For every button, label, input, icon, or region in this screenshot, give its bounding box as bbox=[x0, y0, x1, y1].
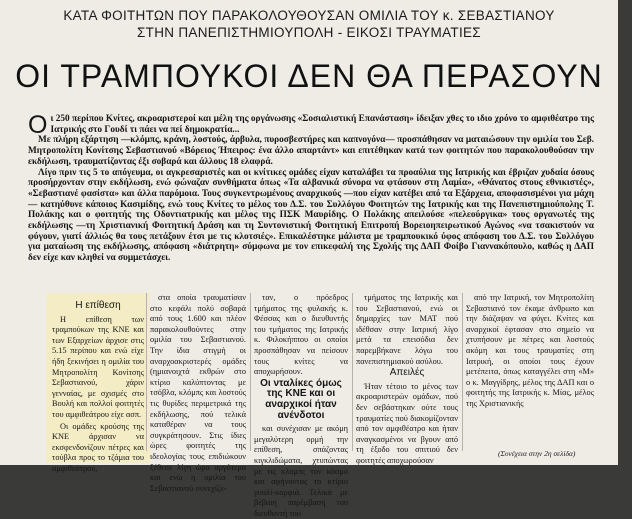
column-1-heading: Η επίθεση bbox=[75, 300, 121, 311]
column-3 bbox=[254, 293, 348, 518]
headline: ΟΙ ΤΡΑΜΠΟΥΚΟΙ ΔΕΝ ΘΑ ΠΕΡΑΣΟΥΝ bbox=[15, 58, 603, 94]
column-divider bbox=[352, 293, 353, 451]
column-4-paragraph-2: Ήταν τέτοιο το μένος των ακροαριστερών ομάδων, πού δεν σεβάστηκαν ούτε τους τραυματίες πού διακομίζονταν από τον αμφιθέατρο και ήταν αναγκασμένοι να βγουν από τη έξοδο του σπιτιού δεν φοιτητές αποχωρούσαν bbox=[356, 381, 458, 465]
column-1-paragraph-1: Η επίθεση των τραμπούκων της ΚΝΕ και των Εξαρχείων άρχισε στις 5.15 περίπου και ενώ είχε ήδη ξεκινήσει η ομιλία του Μητροπολίτη Κονίτσης Σεβαστιανού, χάριν γενναίας, με σχισμές στο Βουλή και πολλοί φοιτητές του αμφιθεάτρου είχε ασπ. bbox=[52, 314, 144, 419]
column-4-paragraph-1: τμήματος της Ιατρικής και του Σεβαστιανού, ενώ οι δημαρχίες των ΜΑΤ πού ιδέθσαν στην Ιατρική λίγο μετά τα επεισόδια δεν παρεμβήκανε λόγω του πανεπιστημιακού ασύλου. bbox=[356, 293, 458, 366]
column-3-subheading bbox=[254, 379, 348, 421]
column-2 bbox=[150, 293, 246, 493]
lead-paragraph-2 bbox=[28, 135, 594, 167]
column-divider bbox=[250, 293, 251, 451]
column-1-paragraph-2: Οι ομάδες κρούσης της ΚΝΕ άρχισαν να εκσφενδονίζουν πέτρες και τούβλα προς το τζάμια του αμφιθεάτρου, bbox=[52, 421, 144, 473]
column-3-paragraph-2: και συνέχισαν με ακόμη μεγαλύτερη ορμή την επίθεση, σπάζοντας κιγκλιδώματα, χτυπώντας με τις κλομπς τον κόσμο και αφήνοντας το κτίριο γυαλί-καρφιά. Τελικά με βέβαιη παρέμβαση του διευθυντή του bbox=[254, 424, 348, 518]
column-4 bbox=[356, 293, 458, 465]
column-5 bbox=[466, 293, 594, 455]
lead-paragraph-3 bbox=[28, 168, 594, 264]
kicker-line-1: ΚΑΤΑ ΦΟΙΤΗΤΩΝ ΠΟΥ ΠΑΡΑΚΟΛΟΥΘΟΥΣΑΝ ΟΜΙΛΙΑ ΤΟΥ κ. ΣΕΒΑΣΤΙΑΝΟΥ bbox=[63, 8, 555, 23]
lead-text-1: ι 250 περίπου Κνίτες, ακροαριστεροί και μέλη της οργάνωσης «Σοσιαλιστική Επανάσταση» ίδειξαν χθες το ιδιο χρόνο το αμφιθέατρο της Ιατρικής στο Γουδί τι πάει να πεί δημοκρατία... bbox=[50, 114, 594, 135]
kicker-line-2: ΣΤΗΝ ΠΑΝΕΠΙΣΤΗΜΙΟΥΠΟΛΗ - ΕΙΚΟΣΙ ΤΡΑΥΜΑΤΙΕΣ bbox=[137, 25, 481, 40]
lead-paragraphs bbox=[28, 111, 594, 294]
column-divider bbox=[146, 293, 147, 451]
column-3-paragraph-1: ταν, ο πρόεδρος τμήματος της φυλακής κ. Φέσσας και ο διευθυντής του τμήματος της Ιατρικής κ. Φιλοκήππου οι οποίοι προσπάθησαν να πείσουν τους κνίτες να αποχωρήσουν. bbox=[254, 293, 348, 377]
column-divider bbox=[462, 293, 463, 451]
column-3-subheading-text: Οι νταλίκες όμως της ΚΝΕ και οι αναρχικοί ήταν ανένδοτοι bbox=[260, 377, 342, 421]
column-4-heading: Απειλές bbox=[389, 367, 425, 379]
lead-paragraph-1 bbox=[28, 111, 594, 139]
continued-note: (Συνέχεια στην 2η σελίδα) bbox=[498, 449, 576, 458]
column-1 bbox=[46, 293, 150, 473]
dropcap: Ο bbox=[28, 111, 48, 139]
lead-text-2: Με πλήρη εξάρτηση —κλόμπς, κράνη, λοστούς, άρβυλα, πυροσβεστήρες και καπνογόνα— προσπάθησαν να ματαιώσουν την ομιλία του Σεβ. Μητροπολίτη Κονίτσης Σεβαστιανού «Βόρειος Ήπειρος: ένα άλλο απαρτάντ» και επιτέθηκαν κατά των φοιτητών που παρακολουθούσαν την εκδήλωση, τραυματίζοντας έξι σοβαρά και άλλους 18 ελαφρά. bbox=[28, 135, 594, 167]
lead-text-3: Λίγο πριν τις 5 το απόγευμα, οι αγκρεσαριστές και οι κνίτικες ομάδες είχαν καταλάβει τα προαύλια της Ιατρικής και έβριζαν χυδαία όσους προσήρχονταν στην εκδήλωση, ενώ φώναζαν συνθήματα όπως «Τα αλβανικά σύνορα να φτάσουν στη Λαμία», «Θάνατος στους εθνικιστές», «Σεβαστιανέ φασίστα» και άλλα παρόμοια. Τους συγκεντρωμένους αναρχικούς —που είχαν κατέβει από τα Εξάρχεια, αποφασισμένοι για μάχη— κατηύθυνε κάποιος Κασιμίδης, ενώ τους Κνίτες το μέλος του Δ.Σ. του Συλλόγου Φοιτητών της Ιατρικής και της Πανεπιστημιούπολης Τ. Πολάκης και ο φοιτητής της Οδοντιατρικής και μέλος της ΠΣΚ Μαυρίδης. Ο Πολάκης απειλούσε «πελεούργικα» τους οργανωτές της εκδήλωσης —τη Χριστιανική Φοιτητική Δράση και τη Συντονιστική Φοιτητική Επιτροπή Βορειοηπειρωτικού Αγώνος «να τσακιστούν να φύγουν, γιατί άλλιώς θα τους πετάξουν έτσι με τις κλοτσιές». Επικαλέστηκε μάλιστα με τραμπουκικό ύφος απόφαση του Δ.Σ. του Συλλόγου για ματαίωση της εκδήλωσης, απόφαση «διάτρητη» σύμφωνα με τον επικεφαλή της Σχολής της ΔΑΠ Φοίβο Γιαννακόπουλο, καθώς η ΔΑΠ δεν είχε καν κληθεί να συμμετάσχει. bbox=[28, 167, 594, 264]
column-5-paragraph-1: από την Ιατρική, τον Μητροπολίτη Σεβαστιανό τον έκαμε άνθρωπο και την διάζαψαν να φύγει. Κνίτες και αναρχικοί έφτασαν στο σημείο να χτυπήσουν με πέτρες και λοστούς ακόμη και τους τραυματίες στη Ιατρική, οι οποίοι τους έχουν μετέπειτα, όπως καταγγέλει στη «Μ» ο κ. Μαγγίδρης, μέλος της ΔΑΠ και ο φοιτητής της Ιατρικής κ. Μίας, μέλος της Χριστιανικής bbox=[466, 293, 594, 408]
column-2-paragraph-1: στα οποία τραυματίσαν στο κεφάλι πολύ σοβαρά από τους 1.600 και πλέον παρακολουθούντες στην ομιλία του Σεβαστιανού. Την ίδια στιγμή οι αναρχοακριστερές ομάδες (ημιανοιχτά εκθρών στο κτίριο καλύπτοντας με τσόβλα, κλόμπς και λοστούς τις θυρίδες περιμετρικά της εκδήλωσης, πού τελικά καταθέραν να τους συγκράτησουν. Στις ίδιες ώρες φοιτητές της ιδεολογίας τους επιδιώκουν ξέθεσε λίγη ώρα αργότερα και ενώ η ομιλία του Σεβαστιανού συνεχίζε- bbox=[150, 293, 246, 493]
